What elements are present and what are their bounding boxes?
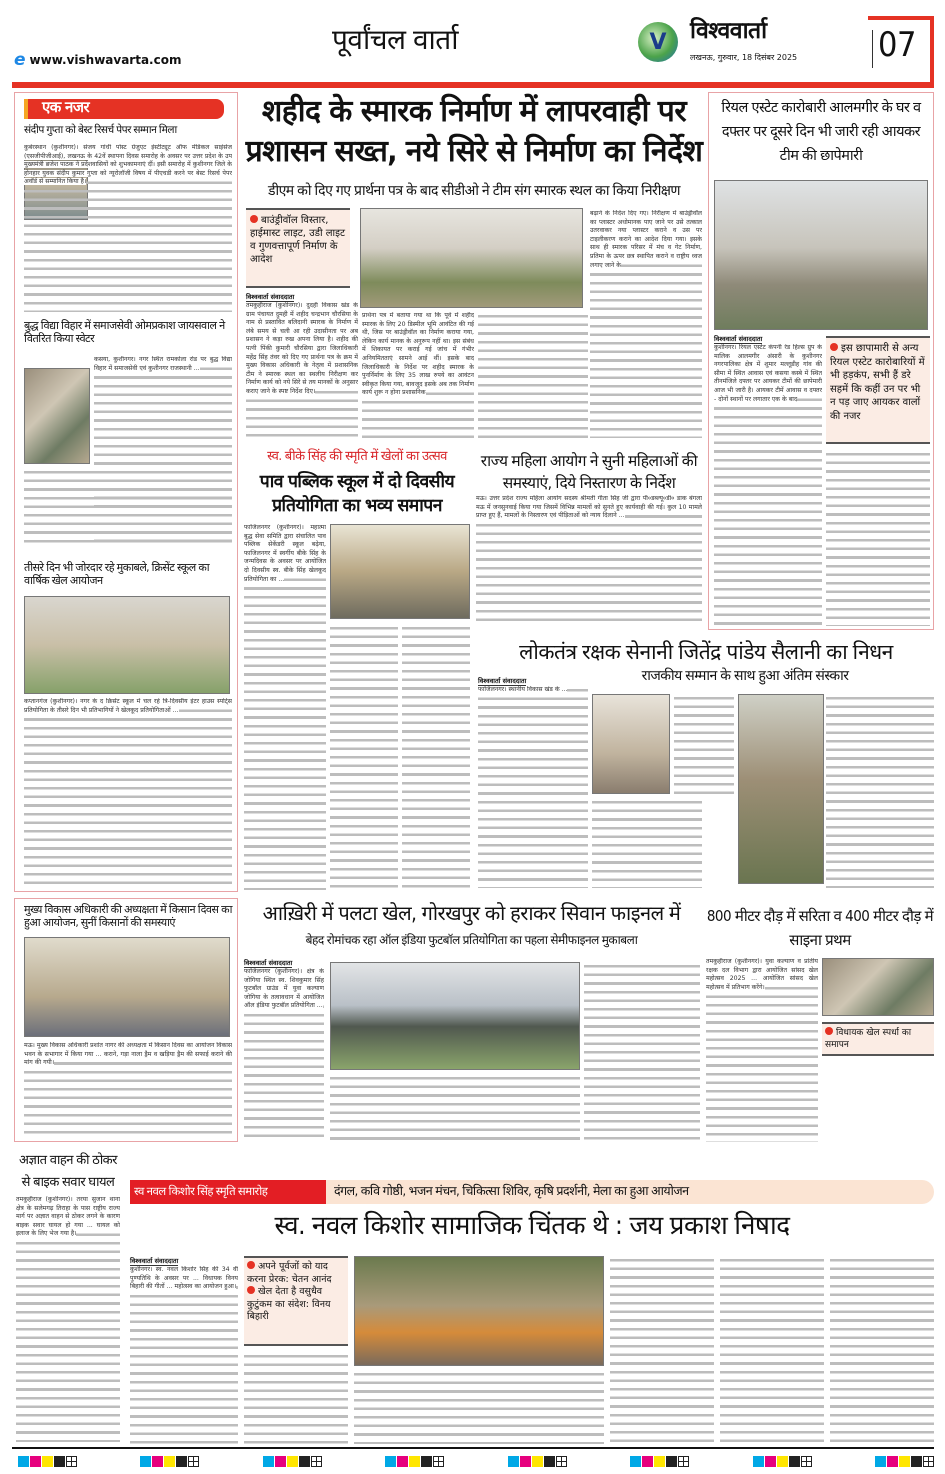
color-registration-mark (140, 1456, 199, 1467)
obit-headline: लोकतंत्र रक्षक सेनानी जितेंद्र पांडेय सैलानी का निधन (519, 640, 893, 664)
story-title: मुख्य विकास अधिकारी की अध्यक्षता में किसान दिवस का हुआ आयोजन, सुनीं किसानों की समस्याएं (24, 903, 232, 929)
bk-singh-body: फाजिलनगर (कुशीनगर)। महात्मा बुद्ध सेवा समिति द्वारा संचालित पाव पब्लिक सेकेंडरी स्कूल बढ़ेया, फाजिलनगर में स्वर्गीय बीके सिंह के जन्मदिवस के अवसर पर आयोजित दो दिवसीय स्व. बीके सिंह खेलकूद प्रतियोगिता का ... (244, 524, 326, 890)
story-body: कसया, कुशीनगर। नगर स्थित रामकोला रोड पर बुद्ध विद्या विहार में समाजसेवी एवं कुशीनगर राजस्थानी ... (94, 356, 232, 548)
obit-body: फाजिलनगर। स्थानीय विकास खंड के ... (478, 686, 588, 888)
sports-photo (24, 596, 230, 694)
raid-body: कुशीनगर। रियल एस्टेट कंपनी रेड हिल्स ग्रुप के मालिक आलमगीर अंसारी के कुशीनगर नगरपालिका क्षेत्र में शुमार मल्लूडीह गांव की सीमा में स्थित आवास एवं कसया कस्बे में स्थित तीनमंजिले दफ्तर पर आयकर टीमों की छापेमारी आज भी जारी है। आयकर टीमें आवास व दफ्तर - दोनों स्थानों पर लगातार एक के बाद (714, 344, 822, 626)
football-body: फाजिलनगर (कुशीनगर)। क्षेत्र के जोगिया स्थित स्व. शिवकुमार सिंह फुटबॉल ग्राउंड में युवा कल्याण जोगिया के तत्वावधान में आयोजित ऑल इंडिया फुटबॉल प्रतियोगिता ... (244, 968, 324, 1142)
color-registration-mark (753, 1456, 812, 1467)
page-number: 07 (878, 25, 916, 65)
obit-body-4 (826, 694, 934, 888)
lead-headline: शहीद के स्मारक निर्माण में लापरवाही पर प्रशासन सख्त, नये सिरे से निर्माण का निर्देश (245, 94, 703, 169)
highlight-item: खेल देता है वसुधैव कुटुंकम का संदेश: विनय बिहारी (247, 1286, 331, 1322)
byline: विश्ववार्ता संवाददाता (244, 959, 293, 967)
raid-house-photo (714, 180, 928, 330)
race-headline: 800 मीटर दौड़ में सरिता व 400 मीटर दौड़ में साइना प्रथम (706, 907, 934, 949)
funeral-photo (738, 694, 824, 884)
ek-nazar-label: एक नजर (24, 99, 224, 119)
raid-headline: रियल एस्टेट कारोबारी आलमगीर के घर व दफ्तर पर दूसरे दिन भी जारी रही आयकर टीम की छापेमारी (721, 100, 921, 164)
color-registration-mark (263, 1456, 322, 1467)
highlight-item: अपने पूर्वजों को याद करना प्रेरक: चेतन आनंद (247, 1261, 332, 1285)
football-body-2 (330, 1074, 580, 1142)
brand-name: विश्ववार्ता (690, 18, 767, 44)
obit-body-2 (592, 798, 702, 888)
browser-e-icon: e (14, 50, 26, 70)
color-registration-mark (508, 1456, 567, 1467)
lead-col-3 (478, 312, 588, 438)
footer-rule (12, 1447, 934, 1449)
header-rule (12, 82, 934, 88)
smriti-body-4 (610, 1256, 714, 1444)
bullet-icon (247, 1261, 255, 1269)
lead-deck: डीएम को दिए गए प्रार्थना पत्र के बाद सीडीओ ने टीम संग स्मारक स्थल का किया निरीक्षण (267, 183, 681, 199)
race-photo (822, 958, 934, 1016)
smriti-banner-label: स्व नवल किशोर सिंह स्मृति समारोह (130, 1180, 326, 1204)
story-title: बुद्ध विद्या विहार में समाजसेवी ओमप्रकाश जायसवाल ने वितरित किया स्वेटर (24, 319, 225, 345)
lead-highlight: बाउंड्रीवॉल विस्तार, हाईमास्ट लाइट, उडी लाइट व गुणवत्तापूर्ण निर्माण के आदेश (246, 208, 350, 288)
byline: विश्ववार्ता संवाददाता (478, 677, 527, 685)
smriti-banner-text: दंगल, कवि गोष्ठी, भजन मंचन, चिकित्सा शिविर, कृषि प्रदर्शनी, मेला का हुआ आयोजन (334, 1183, 689, 1198)
dateline: लखनऊ, गुरुवार, 18 दिसंबर 2025 (690, 53, 798, 62)
story-body: कप्तानगंज (कुशीनगर)। नगर के द क्रिसेंट स्कूल में चल रहे त्रि-दिवसीय इंटर हाउस स्पोर्ट्स प्रतियोगिता के तीसरे दिन भी प्रतिभागियों ने खेलकूद प्रतियोगिताओं ... (24, 698, 232, 886)
sweater-photo (24, 368, 90, 464)
mahila-headline: राज्य महिला आयोग ने सुनी महिलाओं की समस्याएं, दिये निस्तारण के निर्देश (480, 452, 698, 492)
smriti-body: कुशीनगर। स्व. नवल किशोर सिंह की 34 वीं पुण्यतिथि के अवसर पर ... विधायक विनय बिहारी की गीतों ... महोत्सव का आयोजन हुआ। (130, 1266, 238, 1444)
football-headline: आख़िरी में पलटा खेल, गोरखपुर को हराकर सिवान फाइनल में (262, 901, 681, 925)
bk-singh-headline: पाव पब्लिक स्कूल में दो दिवसीय प्रतियोगिता का भव्य समापन (259, 472, 455, 516)
smriti-headline: स्व. नवल किशोर सामाजिक चिंतक थे : जय प्रकाश निषाद (274, 1211, 790, 1241)
color-registration-mark (385, 1456, 444, 1467)
color-registration-mark (875, 1456, 934, 1467)
lead-col-4: बढ़ाने के निर्देश दिए गए। निरीक्षण में बाउंड्रीवॉल का प्लास्टर अधोमानक पाए जाने पर उसे तत्काल उतरवाकर नया प्लास्टर कराने व उस पर टाइलीकरण कराने का आदेश दिया गया। इसके साथ ही स्मारक परिसर में मंच व गेट निर्माण, प्रतिमा के ऊपर छत्र स्थापित कराने व राष्ट्रीय ध्वज लगाए जाने के (590, 210, 702, 438)
story-body: कुबेरस्थान (कुशीनगर)। संजय गांधी पोस्ट ग्रेजुएट इंस्टीट्यूट ऑफ मेडिकल साइंसेज (एसजीपीजीआई), लखनऊ के 42वें स्थापना दिवस समारोह के अवसर पर उत्तर प्रदेश के उप मुख्यमंत्री ब्रजेश पाठक ने प्रदेशवासियों को शुभकामनाएं दीं। इसी समारोह में कुशीनगर जिले के होनहार युवक संदीप कुमार गुप्ता को न्यूरोलॉजी विषय में पीएचडी करने पर बेस्ट रिसर्च पेपर अवॉर्ड से सम्मानित किया है। (24, 144, 232, 312)
school-event-photo (330, 524, 470, 619)
color-registration-mark (630, 1456, 689, 1467)
byline: विश्ववार्ता संवाददाता (714, 335, 763, 343)
divider (872, 30, 873, 68)
lead-col-2: प्रार्थना पत्र में बताया गया था कि पूर्व में शहीद स्मारक के लिए 20 डिस्मील भूमि आवंटित की गई थी, जिस पर बाउंड्रीवॉल का निर्माण कराया गया, लेकिन कार्य मानक के अनुरूप नहीं था। इस संबंध में शिकायत पर कराई गई जांच में गंभीर अनियमितताएं सामने आई थीं। इसके बाद जिलाधिकारी के निर्देश पर शहीद स्मारक के पुनर्निर्माण के लिए 35 लाख रुपये का आवंटन स्वीकृत किया गया, बावजूद इसके अब तक निर्माण कार्य शुरू न होना प्रशासनिक (362, 312, 474, 438)
mahila-body: मऊ। उत्तर प्रदेश राज्य महिला आयोग सदस्य श्रीमती गीता सिंह जी द्वारा पी०डब्ल्यू०डी० डाक बंगला मऊ में जनसुनवाई किया गया जिसमें विभिन्न मामलों को सुनते हुए कार्यवाही की गई। कुल 10 मामले प्राप्त हुए हैं, मामलों के निस्तारण एवं पीड़िताओं को न्याय दिलाने ... (476, 495, 702, 625)
football-body-3 (584, 962, 700, 1142)
lead-col-1: तमकुहीराज (कुशीनगर)। दुदही विकास खंड के ग्राम पंचायत दुमही में शहीद चन्द्रभान चौरसिया के नाम से प्रस्तावित बलिदानी स्मारक के निर्माण में लंबे समय से चली आ रही उदासीनता पर अब प्रशासन ने कड़ा रुख अपना लिया है। शहीद की पत्नी पिंकी कुमारी चौरसिया द्वारा जिलाधिकारी महेंद्र सिंह तंवर को दिए गए प्रार्थना पत्र के क्रम में मुख्य विकास अधिकारी के नेतृत्व में प्रशासनिक टीम ने स्मारक स्थल का स्थलीय निरीक्षण कर निर्माण कार्य को नये सिरे से तय मानकों के अनुसार कराए जाने के स्पष्ट निर्देश दिए। (246, 302, 358, 438)
smriti-body-3 (354, 1370, 604, 1444)
smriti-body-5 (720, 1256, 824, 1444)
football-deck: बेहद रोमांचक रहा ऑल इंडिया फुटबॉल प्रतियोगिता का पहला सेमीफाइनल मुकाबला (305, 933, 638, 947)
bullet-icon (250, 215, 258, 223)
byline: विश्ववार्ता संवाददाता (130, 1257, 179, 1265)
raid-body-cont (826, 450, 930, 626)
bullet-icon (247, 1286, 255, 1294)
accident-headline: अज्ञात वाहन की ठोकर से बाइक सवार घायल (19, 1153, 117, 1190)
bk-singh-body-3 (402, 624, 470, 890)
race-body: तमकुहीराज (कुशीनगर)। युवा कल्याण व प्रांतीय रक्षक दल विभाग द्वारा आयोजित सांसद खेल महोत्सव 2025 ... आयोजित सांसद खेल महोत्सव में प्रतिभाग करेंगे। (706, 958, 818, 1142)
obit-deck: राजकीय सम्मान के साथ हुआ अंतिम संस्कार (641, 668, 849, 684)
smriti-body-2 (244, 1352, 348, 1444)
byline: विश्ववार्ता संवाददाता (246, 293, 295, 301)
race-highlight: विधायक खेल स्पर्धा का समापन (822, 1022, 934, 1056)
portrait-photo (592, 694, 670, 794)
smriti-photo (354, 1256, 604, 1366)
smriti-highlight (244, 1256, 348, 1346)
obit-body-3 (674, 694, 734, 794)
accident-body: तमकुहीराज (कुशीनगर)। तरया सुजान थाना क्षेत्र के सलेमगढ़ तिराहा के पास राष्ट्रीय राज्य मार्ग पर अज्ञात वाहन से ठोकर लगने के कारण बाइक सवार घायल हो गया ... घायल को इलाज के लिए भेज गया है। (16, 1196, 120, 1442)
story-title: संदीप गुप्ता को बेस्ट रिसर्च पेपर सम्मान मिला (24, 124, 177, 136)
registration-marks (18, 1456, 934, 1467)
inspection-photo (360, 208, 583, 308)
story-body: मऊ। मुख्य विकास अधिकारी प्रशांत नागर की अध्यक्षता में किसान दिवस का आयोजन विकास भवन के सभागार में किया गया ... कराने, गड़ा नाला ड्रैम व खड़िया ड्रैम की सफाई कराने की मांग की गयी। (24, 1042, 232, 1138)
story-title: तीसरे दिन भी जोरदार रहे मुकाबले, क्रिसेंट स्कूल का वार्षिक खेल आयोजन (24, 561, 210, 587)
bullet-icon (825, 1027, 833, 1035)
raid-highlight: इस छापामारी से अन्य रियल एस्टेट कारोबारियों में भी हड़कंप, सभी हैं डरे सहमें कि कहीं उन पर भी न पड़ जाए आयकर वालों की नजर (826, 336, 930, 444)
story-body-cont (24, 468, 232, 548)
smriti-body-6 (830, 1256, 934, 1444)
football-team-photo (330, 962, 580, 1070)
bk-singh-kicker: स्व. बीके सिंह की स्मृति में खेलों का उत्सव (267, 449, 447, 464)
bk-singh-body-2 (330, 624, 398, 890)
brand-logo-icon: V (638, 22, 678, 62)
section-title: पूर्वांचल वार्ता (331, 23, 459, 56)
website-link[interactable]: e www.vishwavarta.com (14, 50, 182, 70)
color-registration-mark (18, 1456, 77, 1467)
meeting-photo (24, 937, 230, 1037)
bullet-icon (830, 343, 838, 351)
